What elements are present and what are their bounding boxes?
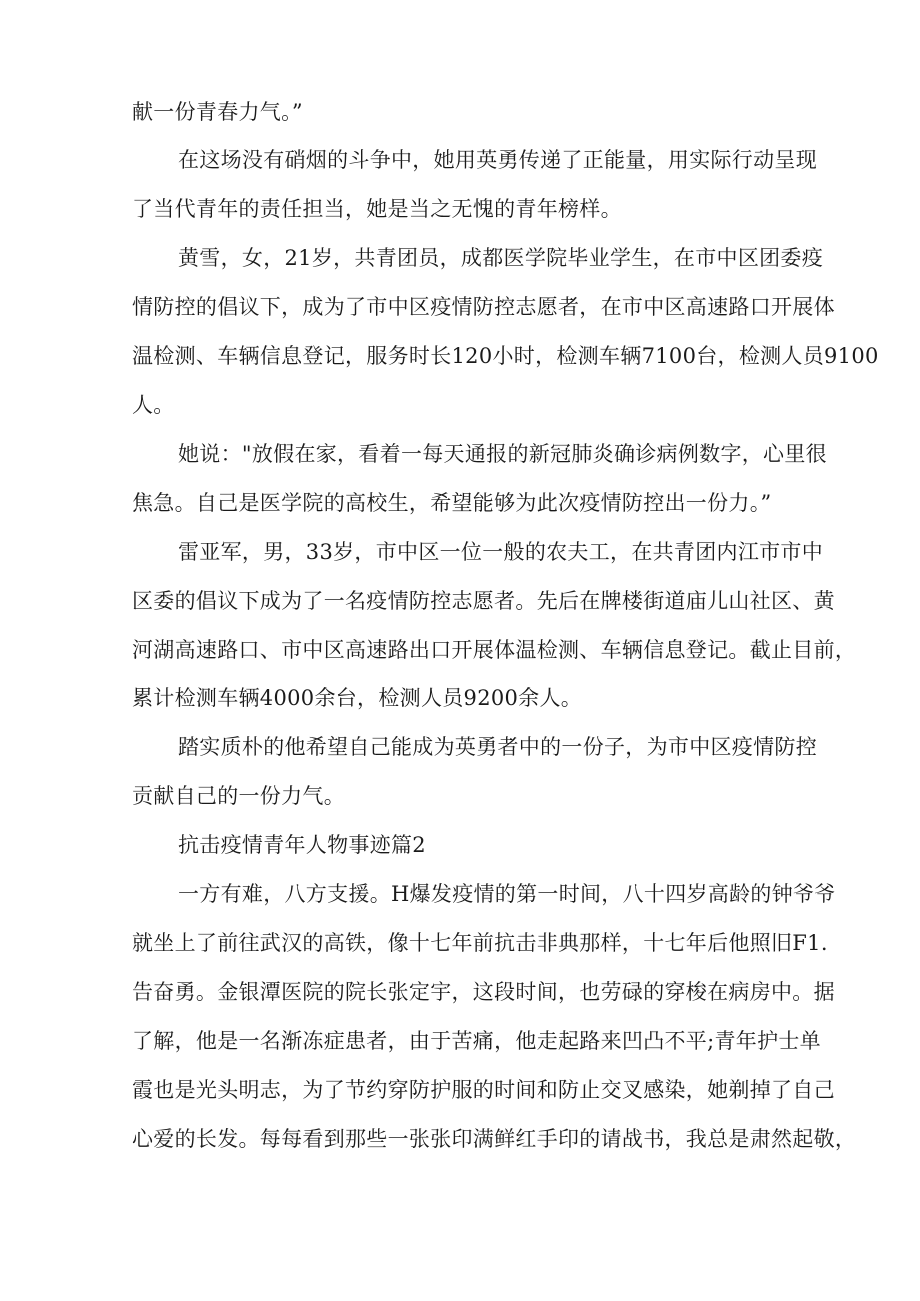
- text-line: 贡献自己的一份力气。: [132, 784, 345, 808]
- paragraph-line: 在这场没有硝烟的斗争中，她用英勇传递了正能量，用实际行动呈现: [178, 148, 817, 172]
- text-line: 霞也是光头明志，为了节约穿防护服的时间和防止交叉感染，她剃掉了自己: [132, 1078, 835, 1102]
- paragraph-line: 黄雪，女，21岁，共青团员，成都医学院毕业学生，在市中区团委疫: [178, 246, 824, 270]
- paragraph-line: 踏实质朴的他希望自己能成为英勇者中的一份子，为市中区疫情防控: [178, 735, 817, 759]
- paragraph-line: 雷亚军，男，33岁，市中区一位一般的农夫工，在共青团内江市市中: [178, 540, 824, 564]
- section-heading: 抗击疫情青年人物事迹篇2: [178, 833, 426, 857]
- text-line: 心爱的长发。每每看到那些一张张印满鲜红手印的请战书，我总是肃然起敬，: [132, 1127, 857, 1151]
- paragraph-line: 一方有难，八方支援。H爆发疫情的第一时间，八十四岁高龄的钟爷爷: [178, 882, 836, 906]
- text-line: 情防控的倡议下，成为了市中区疫情防控志愿者，在市中区高速路口开展体: [132, 295, 835, 319]
- text-line: 累计检测车辆4000余台，检测人员9200余人。: [132, 686, 583, 710]
- text-line: 献一份青春力气。”: [132, 100, 303, 124]
- text-line: 焦急。自己是医学院的高校生，希望能够为此次疫情防控出一份力。”: [132, 491, 772, 515]
- text-line: 人。: [132, 393, 175, 417]
- text-line: 区委的倡议下成为了一名疫情防控志愿者。先后在牌楼街道庙儿山社区、黄: [132, 589, 835, 613]
- text-line: 了当代青年的责任担当，她是当之无愧的青年榜样。: [132, 197, 622, 221]
- text-line: 就坐上了前往武汉的高铁，像十七年前抗击非典那样，十七年后他照旧F1.: [132, 931, 828, 955]
- text-line: 河湖高速路口、市中区高速路出口开展体温检测、车辆信息登记。截止目前，: [132, 638, 857, 662]
- paragraph-line: 她说："放假在家，看着一每天通报的新冠肺炎确诊病例数字，心里很: [178, 442, 827, 466]
- text-line: 告奋勇。金银潭医院的院长张定宇，这段时间，也劳碌的穿梭在病房中。据: [132, 980, 835, 1004]
- text-line: 温检测、车辆信息登记，服务时长120小时，检测车辆7100台，检测人员9100: [132, 344, 879, 368]
- text-line: 了解，他是一名渐冻症患者，由于苦痛，他走起路来凹凸不平;青年护士单: [132, 1029, 821, 1053]
